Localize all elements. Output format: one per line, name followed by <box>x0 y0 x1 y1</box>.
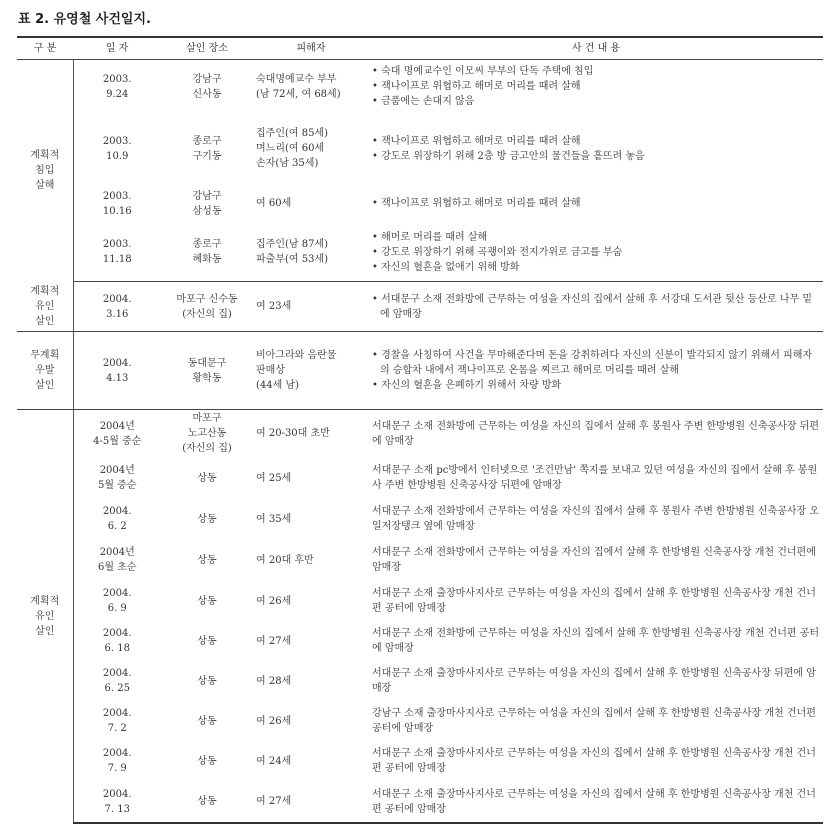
event-item: • 경찰을 사칭하여 사건을 무마해준다며 돈을 강취하려다 자신의 신분이 발각되지 않기 위해서 피해자의 승합차 내에서 잭나이프로 온몸을 찌르고 해머로 머리를 때려 살해 <box>372 348 820 378</box>
description-cell <box>369 114 823 184</box>
table-row <box>17 499 823 539</box>
place-cell: 강남구 삼성동 <box>192 190 222 217</box>
description-cell <box>369 410 823 458</box>
date-cell: 2004. 4.13 <box>73 332 161 410</box>
victim-cell: 숙대명예교수 부부 (남 72세, 여 68세) <box>256 73 341 100</box>
event-item: • 잭나이프로 위협하고 해머로 머리를 때려 살해 <box>372 134 820 149</box>
date-cell: 2004년 5월 중순 <box>97 465 137 491</box>
table-row <box>17 224 823 282</box>
date-cell: 2003. 10.16 <box>102 190 132 217</box>
place-cell: 상동 <box>197 472 217 484</box>
place-cell: 상동 <box>197 595 217 607</box>
header-row <box>17 37 823 60</box>
event-item: • 강도로 위장하기 위해 곡괭이와 전지가위로 금고를 부숨 <box>372 245 820 260</box>
description-cell <box>369 701 823 741</box>
event-text: 서대문구 소재 전화방에 근무하는 여성을 자신의 집에서 살해 후 봉원사 주변 한방병원 신축공사장 뒤편에 암매장 <box>372 420 820 447</box>
event-text: 서대문구 소재 전화방에서 근무하는 여성을 자신의 집에서 살해 후 봉원사 주변 한방병원 신축공사장 오일저장탱크 옆에 암매장 <box>372 506 820 532</box>
victim-cell: 여 27세 <box>256 635 292 647</box>
victim-cell: 여 27세 <box>253 781 369 823</box>
event-text: 서대문구 소재 출장마사지사로 근무하는 여성을 자신의 집에서 살해 후 한방병원 신축공사장 개천 건너편 공터에 암매장 <box>372 788 816 815</box>
description-cell <box>369 60 823 114</box>
place-cell: 마포구 노고산동 (자신의 집) <box>182 413 232 454</box>
event-text: 서대문구 소재 전화방에 근무하는 여성을 자신의 집에서 살해 후 한방병원 신축공사장 개천 건너편 공터에 암매장 <box>372 628 820 654</box>
table-row <box>17 741 823 781</box>
date-cell: 2004년 6월 초순 <box>97 547 137 573</box>
victim-cell: 집주인(남 87세) 파출부(여 53세) <box>253 224 369 282</box>
event-item: • 해머로 머리를 때려 살해 <box>372 230 820 245</box>
event-text: 강남구 소재 출장마사지사로 근무하는 여성을 자신의 집에서 살해 후 한방병원 신축공사장 개천 건너편 공터에 암매장 <box>372 708 816 734</box>
table-row <box>17 60 823 114</box>
date-cell: 2004. 6. 2 <box>102 506 132 532</box>
date-cell: 2004. 7. 13 <box>73 781 161 823</box>
victim-cell: 여 25세 <box>256 472 292 484</box>
table-row <box>17 621 823 661</box>
header-description: 사 건 내 용 <box>369 37 823 60</box>
table-row <box>17 581 823 621</box>
description-cell <box>369 332 823 410</box>
victim-cell: 여 20-30대 초반 <box>256 428 330 439</box>
place-cell: 상동 <box>197 715 217 727</box>
date-cell: 2003. 10.9 <box>102 135 132 162</box>
date-cell: 2004. 6. 25 <box>102 668 132 694</box>
date-cell: 2003. 11.18 <box>73 224 161 282</box>
place-cell: 상동 <box>197 513 217 525</box>
place-cell: 강남구 신사동 <box>192 73 222 100</box>
incident-log-table <box>17 36 823 824</box>
victim-cell: 여 60세 <box>256 198 292 209</box>
header-category: 구 분 <box>17 37 73 60</box>
description-cell <box>369 457 823 499</box>
event-item: • 자신의 혈흔을 없애기 위해 방화 <box>372 260 820 275</box>
description-cell <box>369 499 823 539</box>
date-cell: 2003. 9.24 <box>102 73 132 100</box>
date-cell: 2004. 3.16 <box>73 282 161 332</box>
header-place: 살인 장소 <box>161 37 253 60</box>
description-cell <box>369 282 823 332</box>
place-cell: 종로구 구기동 <box>192 135 222 162</box>
description-cell <box>369 741 823 781</box>
table-row <box>17 282 823 332</box>
event-item: • 서대문구 소재 전화방에 근무하는 여성을 자신의 집에서 살해 후 서강대 도서관 뒷산 등산로 나무 밑에 암매장 <box>372 292 820 322</box>
description-cell <box>369 661 823 701</box>
place-cell: 동대문구 황학동 <box>161 332 253 410</box>
place-cell: 상동 <box>197 635 217 647</box>
event-item: • 자신의 혈흔을 은폐하기 위해서 차량 방화 <box>372 378 820 393</box>
victim-cell: 여 26세 <box>256 595 292 607</box>
table-row <box>17 701 823 741</box>
category-cell: 계획적 유인 살인 <box>17 282 73 332</box>
event-item: • 숙대 명예교수인 이모씨 부부의 단독 주택에 침입 <box>372 64 820 79</box>
description-cell <box>369 539 823 581</box>
place-cell: 마포구 신수동 (자신의 집) <box>161 282 253 332</box>
place-cell: 상동 <box>197 755 217 767</box>
header-victim: 피해자 <box>253 37 369 60</box>
table-row <box>17 332 823 410</box>
event-item: • 잭나이프로 위협하고 해머로 머리를 때려 살해 <box>372 196 820 211</box>
victim-cell: 여 23세 <box>253 282 369 332</box>
category-cell: 계획적 침입 살해 <box>17 60 73 282</box>
event-text: 서대문구 소재 출장마사지사로 근무하는 여성을 자신의 집에서 살해 후 한방병원 신축공사장 뒤편에 암매장 <box>372 668 816 694</box>
victim-cell: 여 20대 후반 <box>256 554 314 566</box>
table-row <box>17 661 823 701</box>
event-item: • 금품에는 손대지 않음 <box>372 94 820 109</box>
event-item: • 잭나이프로 위협하고 해머로 머리를 때려 살해 <box>372 79 820 94</box>
event-text: 서대문구 소재 전화방에서 근무하는 여성을 자신의 집에서 살해 후 한방병원 신축공사장 개천 건너편에 암매장 <box>372 547 816 573</box>
event-text: 서대문구 소재 출장마사지사로 근무하는 여성을 자신의 집에서 살해 후 한방병원 신축공사장 개천 건너편 공터에 암매장 <box>372 748 816 774</box>
description-cell <box>369 184 823 224</box>
table-row <box>17 781 823 823</box>
description-cell <box>369 224 823 282</box>
description-cell <box>369 781 823 823</box>
event-item: • 강도로 위장하기 위해 2층 방 금고안의 물건들을 흩뜨려 놓음 <box>372 149 820 164</box>
table-row <box>17 410 823 458</box>
description-cell <box>369 621 823 661</box>
date-cell: 2004년 4-5월 중순 <box>93 420 142 447</box>
event-text: 서대문구 소재 출장마사지사로 근무하는 여성을 자신의 집에서 살해 후 한방병원 신축공사장 개천 건너편 공터에 암매장 <box>372 588 816 614</box>
place-cell: 상동 <box>161 781 253 823</box>
date-cell: 2004. 6. 18 <box>102 628 132 654</box>
category-cell: 계획적 유인 살인 <box>17 410 73 824</box>
table-row <box>17 114 823 184</box>
table-row <box>17 457 823 499</box>
event-text: 서대문구 소재 pc방에서 인터넷으로 '조건만남' 쪽지를 보내고 있던 여성을 자신의 집에서 살해 후 봉원사 주변 한방병원 신축공사장 뒤편에 암매장 <box>372 465 818 491</box>
victim-cell: 비아그라와 음란물 판매상 (44세 남) <box>253 332 369 410</box>
place-cell: 상동 <box>197 554 217 566</box>
victim-cell: 여 26세 <box>256 715 292 727</box>
place-cell: 상동 <box>197 675 217 687</box>
category-cell: 무계획 우발 살인 <box>17 332 73 410</box>
table-row <box>17 539 823 581</box>
victim-cell: 여 35세 <box>256 513 292 525</box>
date-cell: 2004. 6. 9 <box>102 588 132 614</box>
description-cell <box>369 581 823 621</box>
place-cell: 종로구 혜화동 <box>161 224 253 282</box>
victim-cell: 여 28세 <box>256 675 292 687</box>
victim-cell: 여 24세 <box>256 755 292 767</box>
table-title: 표 2. 유영철 사건일지. <box>18 12 151 27</box>
table-row <box>17 184 823 224</box>
victim-cell: 집주인(여 85세) 며느리(여 60세 손자(남 35세) <box>256 128 329 169</box>
date-cell: 2004. 7. 2 <box>102 708 132 734</box>
date-cell: 2004. 7. 9 <box>102 748 132 774</box>
header-date: 일 자 <box>73 37 161 60</box>
